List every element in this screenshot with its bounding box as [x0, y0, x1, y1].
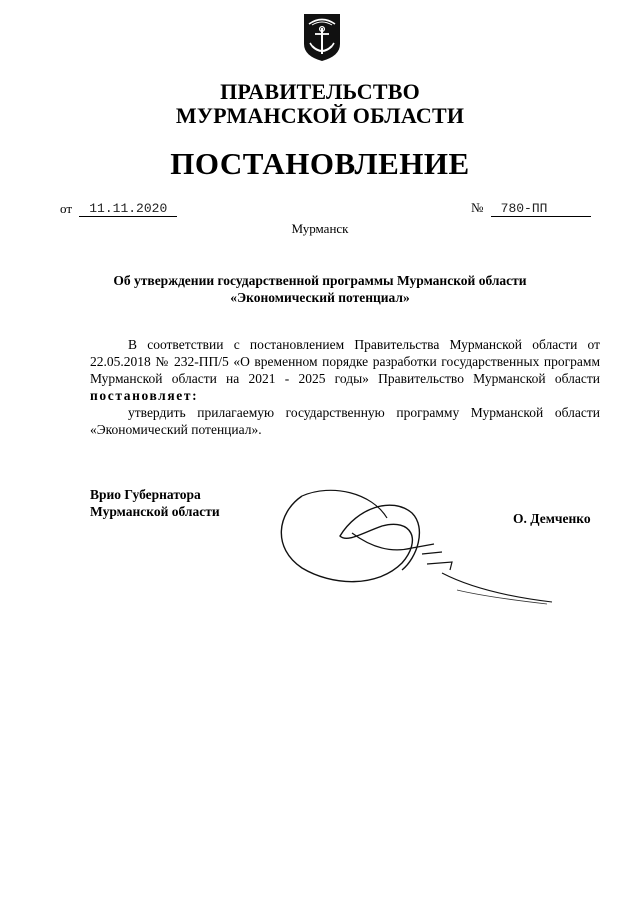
document-subject: [60, 272, 580, 306]
number-label: №: [471, 200, 484, 215]
signer-title-line1: Врио Губернатора: [90, 487, 201, 502]
document-body: [90, 336, 600, 438]
number-row: [471, 200, 591, 217]
body-paragraph-1-text: В соответствии с постановлением Правительства Мурманской области от 22.05.2018 № 232-ПП/5 «О временном порядке разработки государственных программ Мурманской области на 2021 - 2025 годы» Правительство Мурманской области: [90, 337, 600, 386]
org-name-line1: ПРАВИТЕЛЬСТВО: [220, 79, 420, 104]
document-type-title: ПОСТАНОВЛЕНИЕ: [170, 146, 470, 181]
handwritten-signature-icon: [262, 478, 562, 608]
body-paragraph-2: утвердить прилагаемую государственную программу Мурманской области «Экономический потенциал».: [90, 405, 600, 437]
signer-name: О. Демченко: [513, 511, 591, 526]
resolution-keyword: постановляет:: [90, 388, 199, 403]
subject-line1: Об утверждении государственной программы Мурманской области: [113, 273, 527, 288]
signer-title: [90, 486, 220, 520]
signer-title-line2: Мурманской области: [90, 504, 220, 519]
body-paragraph-1: [90, 336, 600, 404]
date-label: от: [60, 201, 73, 216]
murmansk-coat-of-arms-icon: [302, 10, 342, 62]
org-name-line2: МУРМАНСКОЙ ОБЛАСТИ: [175, 103, 465, 128]
city: Мурманск: [291, 221, 349, 236]
date-row: [60, 200, 177, 217]
date-value: 11.11.2020: [79, 201, 177, 217]
subject-line2: «Экономический потенциал»: [230, 290, 410, 305]
number-value: 780-ПП: [491, 201, 591, 217]
